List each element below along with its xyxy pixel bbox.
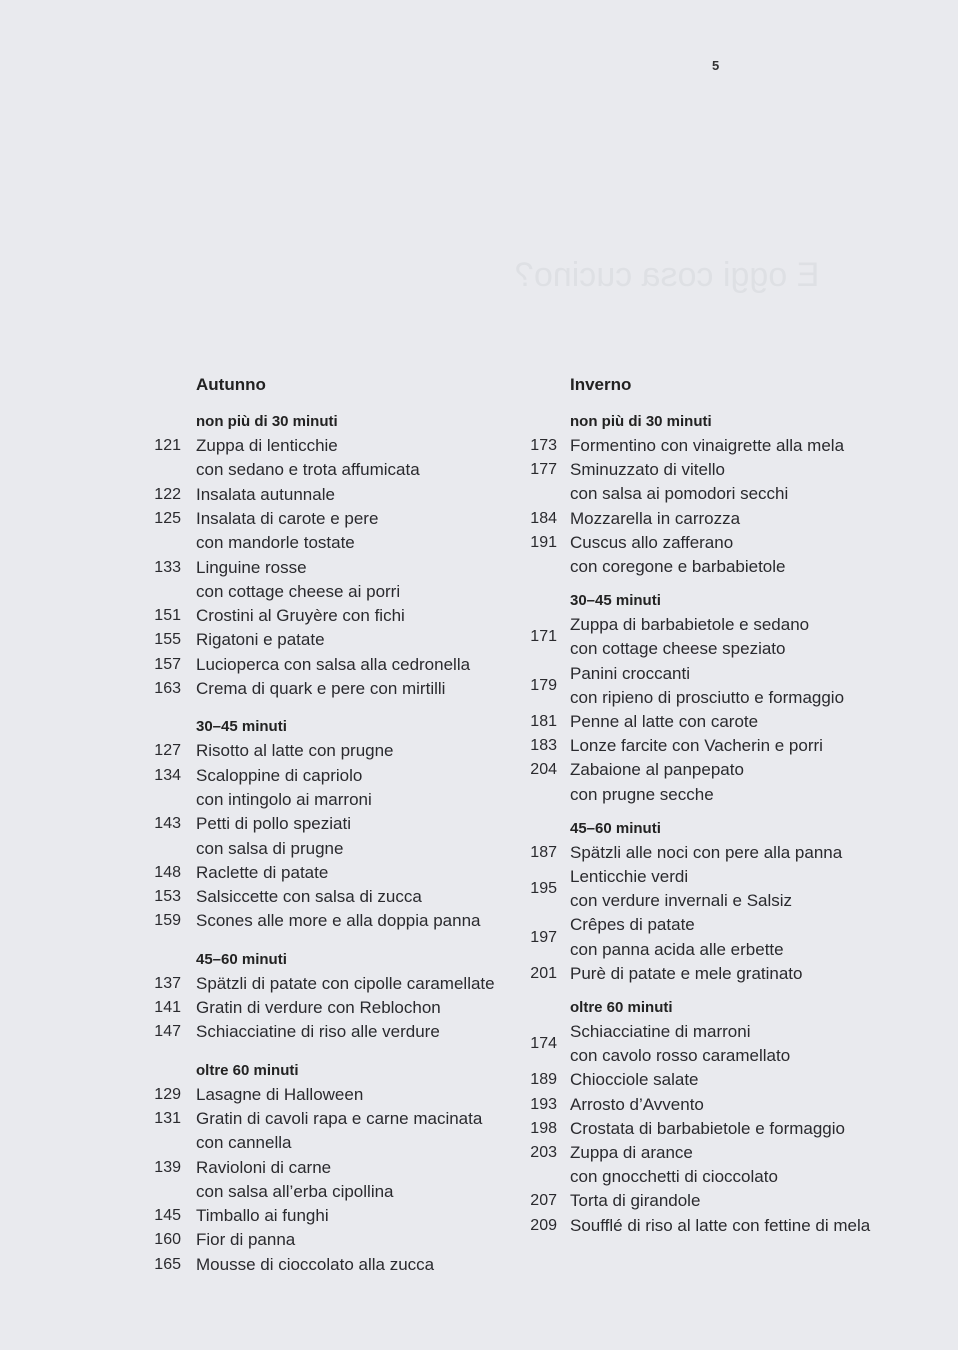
section-title: Inverno xyxy=(570,375,632,394)
recipe-title-line: con cottage cheese ai porri xyxy=(196,581,401,601)
recipe-title-line: con mandorle tostate xyxy=(196,533,355,553)
recipe-title-line: Chiocciole salate xyxy=(570,1070,699,1090)
recipe-title-line: Zuppa di arance xyxy=(570,1143,693,1162)
ghost-show-through-title: E oggi cosa cucino? xyxy=(515,256,820,294)
recipe-page-number: 173 xyxy=(530,437,557,454)
time-group-heading: 30–45 minuti xyxy=(570,592,661,610)
recipe-page-number: 179 xyxy=(530,676,557,694)
recipe-title-line: Spätzli di patate con cipolle caramellate xyxy=(196,973,495,993)
recipe-title-line: Lenticchie verdi xyxy=(570,867,689,886)
recipe-page-number: 195 xyxy=(530,880,557,898)
recipe-title-line: Lucioperca con salsa alla cedronella xyxy=(196,654,471,674)
recipe-page-number: 137 xyxy=(154,974,181,992)
recipe-page-number: 122 xyxy=(154,485,181,503)
recipe-page-number: 153 xyxy=(154,888,181,906)
recipe-title-line: Fior di panna xyxy=(196,1230,296,1250)
recipe-title-line: Linguine rosse xyxy=(196,557,307,577)
recipe-title-line: Petti di pollo speziati xyxy=(196,814,351,834)
recipe-page-number: 183 xyxy=(530,737,557,755)
recipe-page-number: 193 xyxy=(530,1095,557,1113)
recipe-title-line: Gratin di verdure con Reblochon xyxy=(196,998,441,1017)
recipe-title-line: Crostata di barbabietole e formaggio xyxy=(570,1118,845,1138)
time-group-heading: 45–60 minuti xyxy=(196,950,287,968)
recipe-page-number: 121 xyxy=(154,437,181,454)
recipe-title-line: con cannella xyxy=(196,1133,292,1153)
recipe-page-number: 181 xyxy=(530,713,557,730)
recipe-title-line: Rigatoni e patate xyxy=(196,630,325,650)
recipe-title-line: Arrosto d’Avvento xyxy=(570,1094,704,1114)
page-number: 5 xyxy=(712,58,720,73)
recipe-page-number: 157 xyxy=(154,655,181,673)
recipe-title-line: Penne al latte con carote xyxy=(570,712,759,731)
recipe-page-number: 191 xyxy=(530,533,557,551)
recipe-page-number: 184 xyxy=(530,509,557,527)
recipe-page-number: 145 xyxy=(154,1207,181,1225)
time-group-heading: non più di 30 minuti xyxy=(196,413,338,430)
recipe-page-number: 204 xyxy=(530,761,557,779)
recipe-title-line: Timballo ai funghi xyxy=(196,1206,329,1226)
recipe-title-line: Zuppa di lenticchie xyxy=(196,436,338,455)
recipe-title-line: Zuppa di barbabietole e sedano xyxy=(570,615,810,635)
recipe-page-number: 125 xyxy=(154,509,181,527)
recipe-page-number: 189 xyxy=(530,1071,557,1089)
recipe-title-line: con ripieno di prosciutto e formaggio xyxy=(570,687,845,707)
recipe-title-line: Spätzli alle noci con pere alla panna xyxy=(570,842,843,862)
recipe-title-line: Crema di quark e pere con mirtilli xyxy=(196,679,446,698)
recipe-page-number: 163 xyxy=(154,680,181,697)
recipe-title-line: Lonze farcite con Vacherin e porri xyxy=(570,736,823,756)
time-group-heading: non più di 30 minuti xyxy=(570,413,712,430)
recipe-page-number: 197 xyxy=(530,928,557,946)
recipe-page-number: 187 xyxy=(530,843,557,861)
section-title: Autunno xyxy=(196,375,266,394)
recipe-page-number: 148 xyxy=(154,863,181,881)
recipe-title-line: Zabaione al panpepato xyxy=(570,760,744,780)
recipe-title-line: con gnocchetti di cioccolato xyxy=(570,1167,778,1187)
recipe-page-number: 129 xyxy=(154,1085,181,1103)
recipe-page-number: 201 xyxy=(530,964,557,982)
recipe-title-line: Torta di girandole xyxy=(570,1191,701,1211)
recipe-title-line: con intingolo ai marroni xyxy=(196,789,372,809)
recipe-title-line: Crostini al Gruyère con fichi xyxy=(196,606,405,626)
recipe-title-line: Ravioloni di carne xyxy=(196,1157,332,1177)
time-group-heading: oltre 60 minuti xyxy=(196,1061,299,1079)
recipe-title-line: con salsa ai pomodori secchi xyxy=(570,484,789,504)
recipe-page-number: 141 xyxy=(154,999,181,1016)
recipe-title-line: con cottage cheese speziato xyxy=(570,639,786,659)
recipe-title-line: con coregone e barbabietole xyxy=(570,557,786,576)
recipe-title-line: Lasagne di Halloween xyxy=(196,1084,364,1104)
recipe-page-number: 139 xyxy=(154,1158,181,1176)
recipe-page-number: 203 xyxy=(530,1144,557,1161)
recipe-title-line: Scones alle more e alla doppia panna xyxy=(196,911,481,931)
recipe-title-line: Mousse di cioccolato alla zucca xyxy=(196,1254,435,1274)
recipe-title-line: Insalata autunnale xyxy=(196,484,335,504)
recipe-page-number: 155 xyxy=(154,631,181,649)
recipe-title-line: Formentino con vinaigrette alla mela xyxy=(570,436,845,455)
recipe-title-line: Purè di patate e mele gratinato xyxy=(570,963,803,983)
time-group-heading: oltre 60 minuti xyxy=(570,999,673,1016)
recipe-page-number: 171 xyxy=(530,628,557,646)
recipe-title-line: con panna acida alle erbette xyxy=(570,939,784,959)
recipe-title-line: Risotto al latte con prugne xyxy=(196,741,394,761)
recipe-title-line: con salsa di prugne xyxy=(196,838,344,858)
recipe-page-number: 134 xyxy=(154,766,181,784)
recipe-page-number: 207 xyxy=(530,1192,557,1210)
recipe-page-number: 143 xyxy=(154,815,181,833)
recipe-title-line: Schiacciatine di marroni xyxy=(570,1022,751,1041)
recipe-title-line: Panini croccanti xyxy=(570,663,691,683)
recipe-page-number: 198 xyxy=(530,1119,557,1137)
recipe-page-number: 174 xyxy=(530,1035,557,1053)
recipe-page-number: 165 xyxy=(154,1255,181,1273)
recipe-page-number: 127 xyxy=(154,742,181,760)
recipe-title-line: con cavolo rosso caramellato xyxy=(570,1046,791,1066)
recipe-title-line: Salsiccette con salsa di zucca xyxy=(196,887,422,907)
recipe-title-line: Mozzarella in carrozza xyxy=(570,508,741,528)
recipe-page-number: 177 xyxy=(530,461,557,479)
recipe-title-line: Sminuzzato di vitello xyxy=(570,460,725,480)
recipe-title-line: Cuscus allo zafferano xyxy=(570,532,734,552)
recipe-title-line: Raclette di patate xyxy=(196,862,329,882)
recipe-page-number: 159 xyxy=(154,912,181,930)
recipe-page-number: 160 xyxy=(154,1231,181,1249)
recipe-title-line: Crêpes di patate xyxy=(570,915,695,935)
recipe-title-line: Schiacciatine di riso alle verdure xyxy=(196,1022,440,1042)
recipe-page-number: 209 xyxy=(530,1216,557,1234)
recipe-title-line: Scaloppine di capriolo xyxy=(196,765,363,785)
time-group-heading: 45–60 minuti xyxy=(570,819,661,837)
recipe-title-line: con prugne secche xyxy=(570,784,714,804)
recipe-page-number: 133 xyxy=(154,558,181,576)
recipe-title-line: con salsa all’erba cipollina xyxy=(196,1181,394,1201)
recipe-title-line: Insalata di carote e pere xyxy=(196,508,379,528)
recipe-title-line: Gratin di cavoli rapa e carne macinata xyxy=(196,1108,483,1128)
recipe-page-number: 131 xyxy=(154,1109,181,1127)
recipe-page-number: 151 xyxy=(154,607,181,625)
time-group-heading: 30–45 minuti xyxy=(196,718,287,736)
recipe-title-line: Soufflé di riso al latte con fettine di mela xyxy=(570,1215,871,1235)
recipe-page-number: 147 xyxy=(154,1023,181,1041)
recipe-title-line: con verdure invernali e Salsiz xyxy=(570,891,793,911)
recipe-title-line: con sedano e trota affumicata xyxy=(196,460,420,480)
